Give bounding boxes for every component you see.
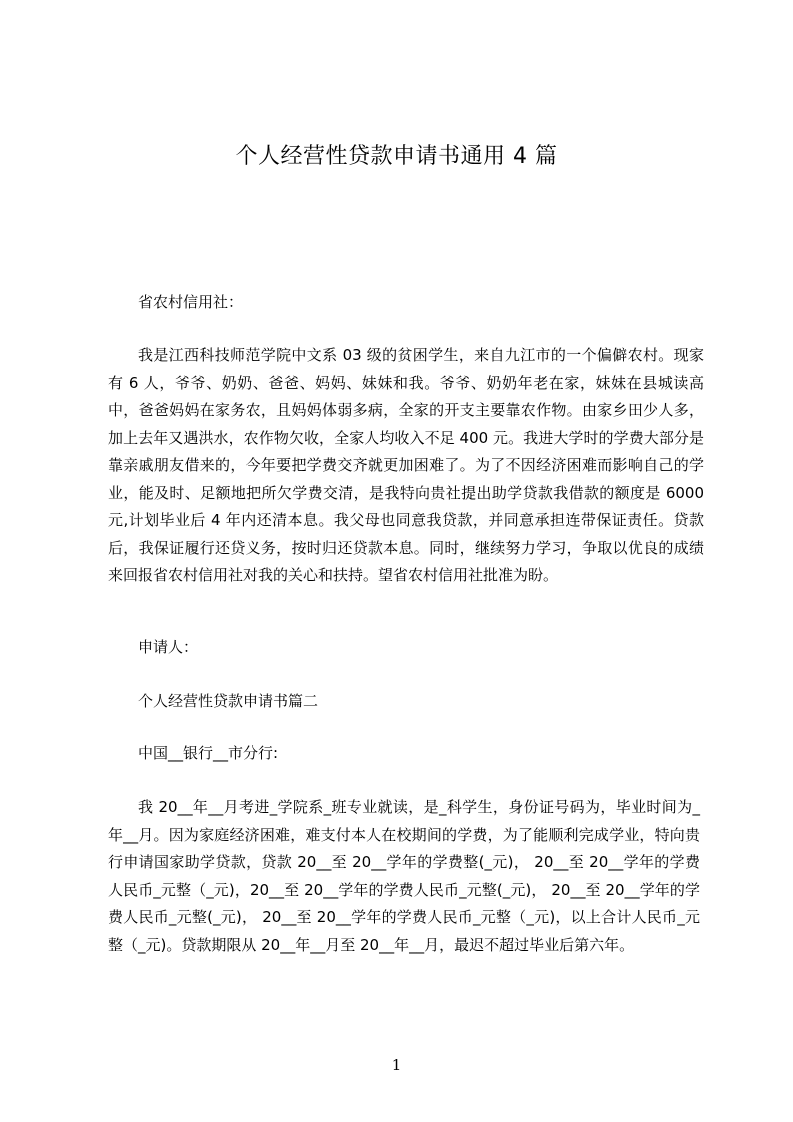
document-title: 个人经营性贷款申请书通用 4 篇 [235, 144, 558, 169]
salutation-rural-credit [108, 289, 700, 317]
applicant-line [108, 634, 700, 662]
application-paragraph-1: 我是江西科技师范学院中文系 03 级的贫困学生，来自九江市的一个偏僻农村。现家有 6 人，爷爷、奶奶、爸爸、妈妈、妹妹和我。爷爷、奶奶年老在家，妹妹在县城读高中，爸爸妈妈在家务农，且妈妈体弱多病，全家的开支主要靠农作物。由家乡田少人多，加上去年又遇洪水，农作物欠收，全家人均收入不足 400 元。我进大学时的学费大部分是靠亲戚朋友借来的，今年要把学费交齐就更加困难了。为了不因经济困难而影响自己的学业，能及时、足额地把所欠学费交清，是我特向贵社提出助学贷款我借款的额度是 6000 元,计划毕业后 4 年内还清本息。我父母也同意我贷款，并同意承担连带保证责任。贷款后，我保证履行还贷义务，按时归还贷款本息。同时，继续努力学习，争取以优良的成绩来回报省农村信用社对我的关心和扶持。望省农村信用社批准为盼。 [108, 346, 704, 584]
salutation-text: 省农村信用社： [138, 293, 244, 311]
section-heading-2 [108, 688, 700, 716]
page-number: 1 [391, 1056, 402, 1074]
section-2-title: 个人经营性贷款申请书篇二 [138, 692, 319, 710]
application-paragraph-2: 我 20__年__月考进_学院系_班专业就读，是_科学生，身份证号码为，毕业时间为_年__月。因为家庭经济困难，难支付本人在校期间的学费，为了能顺利完成学业，特向贵行申请国家助学贷款，贷款 20__至 20__学年的学费整(_元)， 20__至 20__学年的学费人民币_元整（_元)，20__至 20__学年的学费人民币_元整(_元)， 20__至 20__学年的学费人民币_元整(_元)， 20__至 20__学年的学费人民币_元整（_元)，以上合计人民币_元整（_元)。贷款期限从 20__年__月至 20__年__月，最迟不超过毕业后第六年。 [108, 798, 700, 954]
salutation-bank [108, 740, 700, 768]
salutation-bank-text: 中国__银行__市分行: [138, 744, 279, 762]
applicant-label: 申请人： [138, 638, 199, 656]
